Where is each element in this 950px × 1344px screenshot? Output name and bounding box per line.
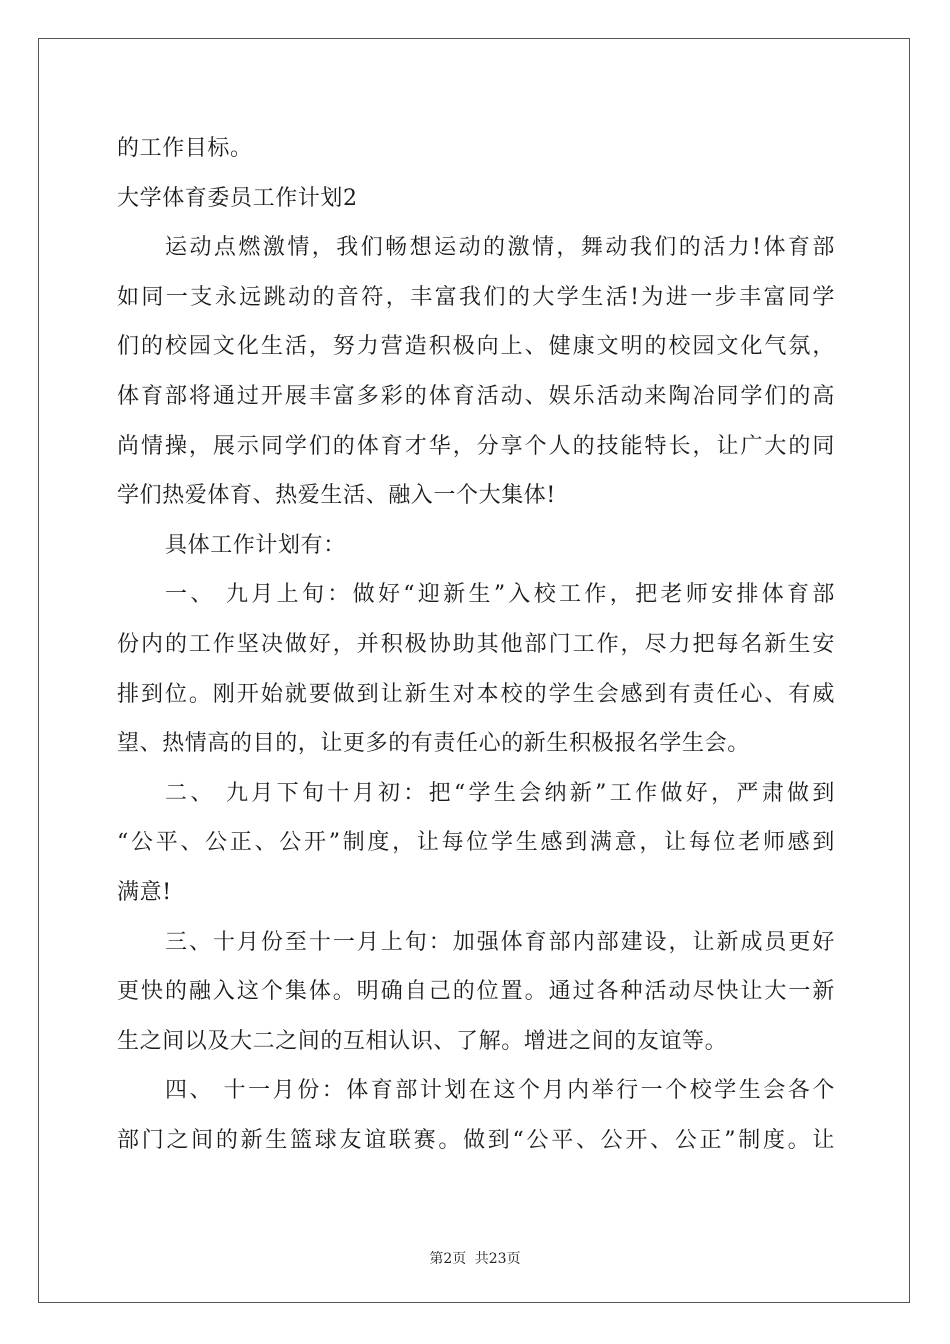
text-line: 具体工作计划有： [165, 532, 346, 558]
text-line: 望、热情高的目的，让更多的有责任心的新生积极报名学生会。 [117, 731, 750, 757]
text-line: 学们热爱体育、热爱生活、融入一个大集体! [117, 483, 556, 509]
text-line: 四、 十一月份：体育部计划在这个月内举行一个校学生会各个 [165, 1078, 835, 1104]
text-line: 大学体育委员工作计划2 [117, 185, 358, 211]
text-line: 部门之间的新生篮球友谊联赛。做到“公平、公开、公正”制度。让 [117, 1127, 835, 1153]
text-line: 如同一支永远跳动的音符，丰富我们的大学生活!为进一步丰富同学 [117, 284, 835, 310]
text-line: “公平、公正、公开”制度，让每位学生感到满意，让每位老师感到 [117, 830, 835, 856]
text-line: 排到位。刚开始就要做到让新生对本校的学生会感到有责任心、有威 [117, 681, 835, 707]
text-line: 的工作目标。 [117, 136, 253, 161]
text-line: 体育部将通过开展丰富多彩的体育活动、娱乐活动来陶冶同学们的高 [117, 383, 835, 409]
text-line: 生之间以及大二之间的互相认识、了解。增进之间的友谊等。 [117, 1028, 728, 1054]
page-footer [0, 1248, 950, 1268]
total-pages: 共23页 [474, 1251, 521, 1267]
text-line: 尚情操，展示同学们的体育才华，分享个人的技能特长，让广大的同 [117, 433, 835, 459]
text-line: 满意! [117, 879, 172, 905]
text-line: 一、 九月上旬：做好“迎新生”入校工作，把老师安排体育部 [165, 582, 835, 608]
document-body [117, 124, 835, 1165]
text-line: 三、十月份至十一月上旬：加强体育部内部建设，让新成员更好 [165, 929, 835, 955]
text-line: 运动点燃激情，我们畅想运动的激情，舞动我们的活力!体育部 [165, 235, 835, 261]
text-line: 们的校园文化生活，努力营造积极向上、健康文明的校园文化气氛， [117, 334, 835, 360]
text-line: 份内的工作坚决做好，并积极协助其他部门工作，尽力把每名新生安 [117, 631, 835, 657]
text-line: 更快的融入这个集体。明确自己的位置。通过各种活动尽快让大一新 [117, 979, 835, 1005]
page-number: 第2页 [429, 1251, 467, 1267]
text-line: 二、 九月下旬十月初：把“学生会纳新”工作做好，严肃做到 [165, 780, 835, 806]
